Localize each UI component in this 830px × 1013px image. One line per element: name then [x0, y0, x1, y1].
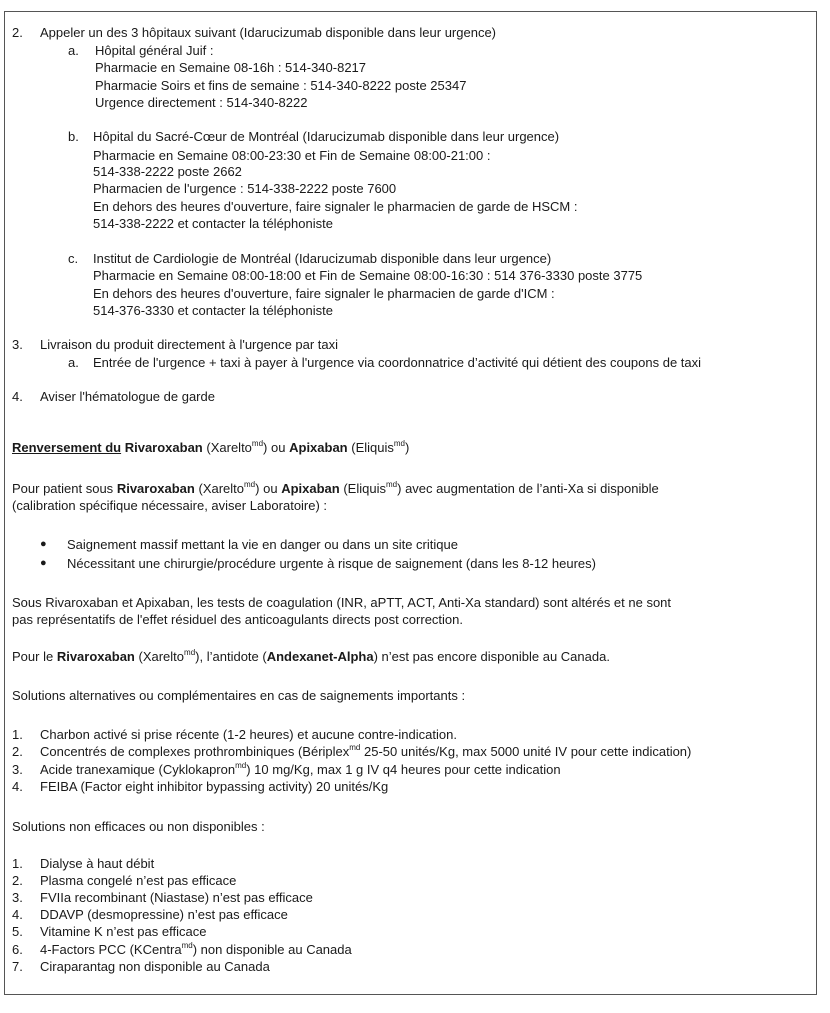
- non-number: 2.: [12, 873, 23, 888]
- heading-or: ou: [271, 440, 286, 455]
- item2a-line2: Pharmacie Soirs et fins de semaine : 514-340-8222 poste 25347: [95, 78, 467, 93]
- non-number: 4.: [12, 907, 23, 922]
- non-number: 1.: [12, 856, 23, 871]
- para1-line1: Pour patient sous Rivaroxaban (Xarelto$^{md}$) ou Apixaban (Eliquis$^{md}$) avec augmentation de l’anti-Xa si disponible: [12, 480, 659, 496]
- item3a-letter: a.: [68, 355, 79, 370]
- para2-line1: Sous Rivaroxaban et Apixaban, les tests de coagulation (INR, aPTT, ACT, Anti-Xa standard) sont altérés et ne sont: [12, 595, 672, 610]
- heading-brand1: (Xarelto$^{md}$): [206, 439, 268, 455]
- section-heading: [12, 439, 409, 456]
- bullet-text: Saignement massif mettant la vie en danger ou dans un site critique: [67, 537, 458, 552]
- alternatives-title: Solutions alternatives ou complémentaires en cas de saignements importants :: [12, 688, 466, 703]
- para3: Pour le Rivaroxaban (Xarelto$^{md}$), l’antidote (Andexanet-Alpha) n’est pas encore disponible au Canada.: [12, 648, 610, 664]
- item3a-text: Entrée de l'urgence + taxi à payer à l'urgence via coordonnatrice d’activité qui détient des coupons de taxi: [93, 355, 702, 370]
- non-number: 3.: [12, 890, 23, 905]
- item2b-line3: Pharmacien de l'urgence : 514-338-2222 poste 7600: [93, 181, 397, 196]
- item2c-line3: 514-376-3330 et contacter la téléphoniste: [93, 303, 333, 318]
- non-text: Plasma congelé n’est pas efficace: [40, 873, 237, 888]
- item2b-title: Hôpital du Sacré-Cœur de Montréal (Idarucizumab disponible dans leur urgence): [93, 129, 560, 144]
- item3-title: Livraison du produit directement à l'urgence par taxi: [40, 337, 339, 352]
- non-number: 5.: [12, 924, 23, 939]
- item2c-letter: c.: [68, 251, 79, 266]
- item2b-line1: Pharmacie en Semaine 08:00-23:30 et Fin de Semaine 08:00-21:00 :: [93, 148, 491, 163]
- non-text: Ciraparantag non disponible au Canada: [40, 959, 270, 974]
- non-text: Dialyse à haut débit: [40, 856, 155, 871]
- alt-text: Acide tranexamique (Cyklokapron$^{md}$) 10 mg/Kg, max 1 g IV q4 heures pour cette indication: [40, 761, 561, 777]
- alt-number: 2.: [12, 744, 23, 759]
- item2c-title: Institut de Cardiologie de Montréal (Idarucizumab disponible dans leur urgence): [93, 251, 552, 266]
- non-number: 6.: [12, 942, 23, 957]
- non-text: FVIIa recombinant (Niastase) n’est pas efficace: [40, 890, 313, 905]
- item4-title: Aviser l'hématologue de garde: [40, 389, 215, 404]
- item2b-line4: En dehors des heures d'ouverture, faire signaler le pharmacien de garde de HSCM :: [93, 199, 578, 214]
- item3-number: 3.: [12, 337, 23, 352]
- alt-text: Charbon activé si prise récente (1-2 heures) et aucune contre-indication.: [40, 727, 457, 742]
- item2c-line1: Pharmacie en Semaine 08:00-18:00 et Fin de Semaine 08:00-16:30 : 514 376-3330 poste 3775: [93, 268, 643, 283]
- item2c-line2: En dehors des heures d'ouverture, faire signaler le pharmacien de garde d'ICM :: [93, 286, 555, 301]
- non-text: Vitamine K n’est pas efficace: [40, 924, 207, 939]
- heading-underlined: Renversement du: [12, 440, 122, 455]
- heading-drug2: Apixaban: [289, 440, 348, 455]
- alt-number: 1.: [12, 727, 23, 742]
- item2a-title: Hôpital général Juif :: [95, 43, 214, 58]
- item2a-line1: Pharmacie en Semaine 08-16h : 514-340-8217: [95, 60, 367, 75]
- item2b-line2: 514-338-2222 poste 2662: [93, 164, 242, 179]
- para2-line2: pas représentatifs de l'effet résiduel des anticoagulants directs post correction.: [12, 612, 463, 627]
- non-text: 4-Factors PCC (KCentra$^{md}$) non disponible au Canada: [40, 941, 352, 957]
- heading-brand2: (Eliquis$^{md}$): [351, 439, 410, 455]
- non-number: 7.: [12, 959, 23, 974]
- non-text: DDAVP (desmopressine) n’est pas efficace: [40, 907, 288, 922]
- alt-text: FEIBA (Factor eight inhibitor bypassing activity) 20 unités/Kg: [40, 779, 389, 794]
- item2b-letter: b.: [68, 129, 79, 144]
- alt-text: Concentrés de complexes prothrombiniques (Bériplex$^{md}$ 25-50 unités/Kg, max 5000 unité IV pour cette indication): [40, 743, 692, 759]
- item2a-letter: a.: [68, 43, 79, 58]
- item4-number: 4.: [12, 389, 23, 404]
- alt-number: 3.: [12, 762, 23, 777]
- bullet-dot: ●: [40, 557, 47, 569]
- item2-number: 2.: [12, 25, 23, 40]
- alt-number: 4.: [12, 779, 23, 794]
- bullet-dot: ●: [40, 538, 47, 550]
- item2b-line5: 514-338-2222 et contacter la téléphoniste: [93, 216, 333, 231]
- bullet-text: Nécessitant une chirurgie/procédure urgente à risque de saignement (dans les 8-12 heures): [67, 556, 596, 571]
- heading-drug1: Rivaroxaban: [124, 440, 203, 455]
- para1-line2: (calibration spécifique nécessaire, aviser Laboratoire) :: [12, 498, 328, 513]
- non-effective-title: Solutions non efficaces ou non disponibles :: [12, 819, 265, 834]
- item2a-line3: Urgence directement : 514-340-8222: [95, 95, 308, 110]
- item2-title: Appeler un des 3 hôpitaux suivant (Idarucizumab disponible dans leur urgence): [40, 25, 497, 40]
